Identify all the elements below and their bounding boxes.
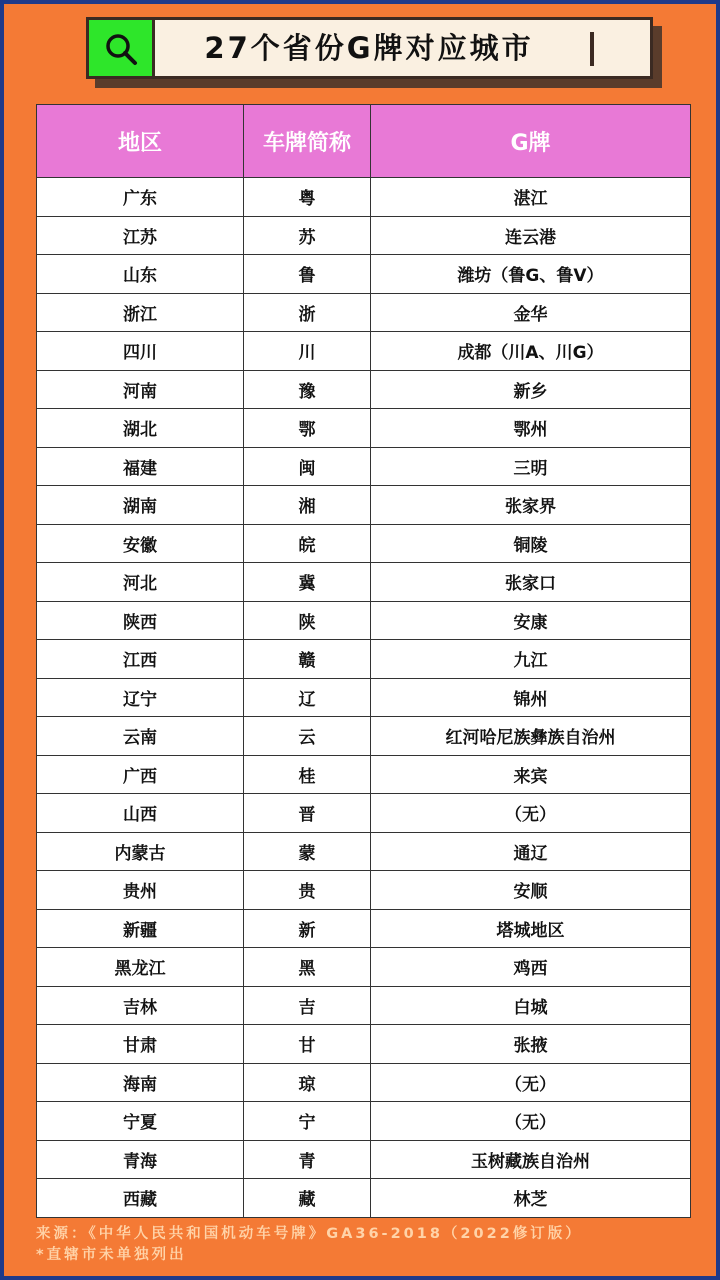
cell-region: 青海 [37, 1140, 244, 1179]
cell-region: 广西 [37, 755, 244, 794]
cell-plate-abbr: 闽 [244, 447, 371, 486]
search-icon [103, 32, 139, 66]
cell-region: 江苏 [37, 216, 244, 255]
footer [36, 1224, 706, 1266]
cell-plate-abbr: 苏 [244, 216, 371, 255]
cell-g-plate: 林芝 [371, 1179, 691, 1218]
table-row [37, 755, 691, 794]
cell-g-plate: 张家口 [371, 563, 691, 602]
table-header-row [37, 105, 691, 178]
cell-region: 福建 [37, 447, 244, 486]
cell-g-plate: 来宾 [371, 755, 691, 794]
cell-plate-abbr: 青 [244, 1140, 371, 1179]
cell-plate-abbr: 浙 [244, 293, 371, 332]
table-body [37, 178, 691, 1218]
cell-plate-abbr: 新 [244, 909, 371, 948]
cell-plate-abbr: 甘 [244, 1025, 371, 1064]
table-row [37, 370, 691, 409]
cell-g-plate: 成都（川A、川G） [371, 332, 691, 371]
cell-region: 广东 [37, 178, 244, 217]
cell-region: 甘肃 [37, 1025, 244, 1064]
cell-region: 河南 [37, 370, 244, 409]
cell-g-plate: 潍坊（鲁G、鲁V） [371, 255, 691, 294]
cell-plate-abbr: 黑 [244, 948, 371, 987]
cell-region: 内蒙古 [37, 832, 244, 871]
table-row [37, 563, 691, 602]
cell-plate-abbr: 桂 [244, 755, 371, 794]
cell-plate-abbr: 皖 [244, 524, 371, 563]
cell-plate-abbr: 鄂 [244, 409, 371, 448]
cell-g-plate: 红河哈尼族彝族自治州 [371, 717, 691, 756]
table-row [37, 1179, 691, 1218]
table-row [37, 447, 691, 486]
table-row [37, 409, 691, 448]
cell-region: 新疆 [37, 909, 244, 948]
header-region: 地区 [37, 105, 244, 178]
cell-region: 河北 [37, 563, 244, 602]
table-row [37, 1025, 691, 1064]
table-row [37, 794, 691, 833]
cell-region: 西藏 [37, 1179, 244, 1218]
cell-g-plate: 金华 [371, 293, 691, 332]
cell-g-plate: 白城 [371, 986, 691, 1025]
cell-region: 宁夏 [37, 1102, 244, 1141]
cell-region: 云南 [37, 717, 244, 756]
cell-region: 四川 [37, 332, 244, 371]
cell-plate-abbr: 湘 [244, 486, 371, 525]
table-row [37, 601, 691, 640]
cell-g-plate: 湛江 [371, 178, 691, 217]
table-row [37, 293, 691, 332]
cell-region: 贵州 [37, 871, 244, 910]
cell-plate-abbr: 蒙 [244, 832, 371, 871]
cell-g-plate: （无） [371, 1063, 691, 1102]
cell-plate-abbr: 贵 [244, 871, 371, 910]
cell-plate-abbr: 晋 [244, 794, 371, 833]
cell-g-plate: （无） [371, 794, 691, 833]
cell-g-plate: 三明 [371, 447, 691, 486]
cell-plate-abbr: 吉 [244, 986, 371, 1025]
title-banner [86, 17, 653, 79]
search-icon-box [89, 20, 155, 76]
cell-g-plate: （无） [371, 1102, 691, 1141]
plate-table-container [36, 104, 690, 1218]
header-plate-abbr: 车牌简称 [244, 105, 371, 178]
cell-plate-abbr: 豫 [244, 370, 371, 409]
table-row [37, 986, 691, 1025]
cell-region: 山东 [37, 255, 244, 294]
cell-g-plate: 鸡西 [371, 948, 691, 987]
cell-plate-abbr: 鲁 [244, 255, 371, 294]
cell-plate-abbr: 冀 [244, 563, 371, 602]
cell-g-plate: 鄂州 [371, 409, 691, 448]
table-row [37, 640, 691, 679]
cell-plate-abbr: 琼 [244, 1063, 371, 1102]
cell-g-plate: 连云港 [371, 216, 691, 255]
cell-region: 江西 [37, 640, 244, 679]
cell-region: 黑龙江 [37, 948, 244, 987]
cell-region: 辽宁 [37, 678, 244, 717]
table-row [37, 871, 691, 910]
cell-g-plate: 张家界 [371, 486, 691, 525]
cell-g-plate: 通辽 [371, 832, 691, 871]
cell-plate-abbr: 陕 [244, 601, 371, 640]
page-title: 27个省份G牌对应城市 [204, 31, 534, 65]
cell-g-plate: 锦州 [371, 678, 691, 717]
cell-region: 海南 [37, 1063, 244, 1102]
cell-plate-abbr: 赣 [244, 640, 371, 679]
cell-region: 浙江 [37, 293, 244, 332]
table-row [37, 1102, 691, 1141]
plate-table [36, 104, 691, 1218]
table-row [37, 948, 691, 987]
cell-g-plate: 安康 [371, 601, 691, 640]
cell-plate-abbr: 辽 [244, 678, 371, 717]
cell-g-plate: 塔城地区 [371, 909, 691, 948]
table-row [37, 255, 691, 294]
cell-g-plate: 玉树藏族自治州 [371, 1140, 691, 1179]
cell-plate-abbr: 云 [244, 717, 371, 756]
table-row [37, 909, 691, 948]
table-row [37, 216, 691, 255]
text-cursor-bar [590, 32, 594, 66]
cell-plate-abbr: 藏 [244, 1179, 371, 1218]
cell-g-plate: 新乡 [371, 370, 691, 409]
table-row [37, 1140, 691, 1179]
table-row [37, 332, 691, 371]
page-background [4, 4, 716, 1276]
cell-region: 湖南 [37, 486, 244, 525]
header-g-plate: G牌 [371, 105, 691, 178]
cell-plate-abbr: 宁 [244, 1102, 371, 1141]
cell-plate-abbr: 粤 [244, 178, 371, 217]
cell-region: 吉林 [37, 986, 244, 1025]
table-row [37, 717, 691, 756]
cell-plate-abbr: 川 [244, 332, 371, 371]
cell-g-plate: 铜陵 [371, 524, 691, 563]
table-row [37, 832, 691, 871]
cell-region: 陕西 [37, 601, 244, 640]
cell-g-plate: 九江 [371, 640, 691, 679]
cell-region: 湖北 [37, 409, 244, 448]
table-row [37, 486, 691, 525]
footer-note: *直辖市未单独列出 [36, 1247, 187, 1263]
table-row [37, 678, 691, 717]
footer-source: 来源：《中华人民共和国机动车号牌》GA36-2018（2022修订版） [36, 1226, 583, 1242]
table-row [37, 178, 691, 217]
table-row [37, 1063, 691, 1102]
cell-region: 安徽 [37, 524, 244, 563]
cell-region: 山西 [37, 794, 244, 833]
cell-g-plate: 安顺 [371, 871, 691, 910]
table-row [37, 524, 691, 563]
cell-g-plate: 张掖 [371, 1025, 691, 1064]
